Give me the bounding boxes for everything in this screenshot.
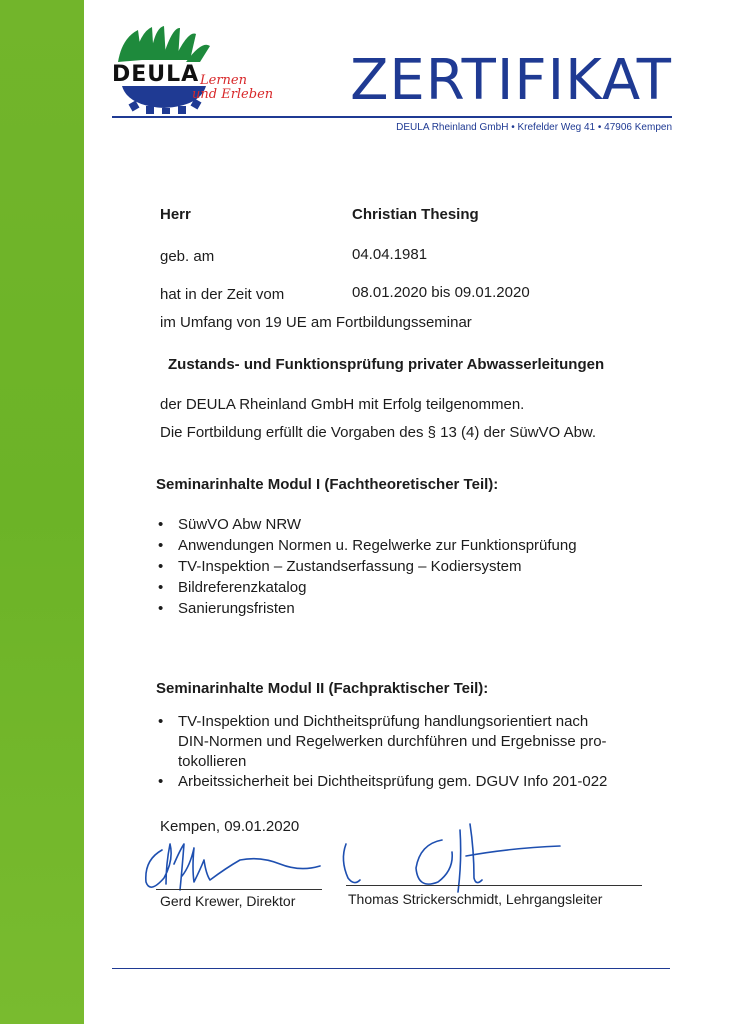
list-item [156,556,577,577]
signature-line-director [156,889,322,890]
list-item [156,514,577,535]
issuer-address: DEULA Rheinland GmbH • Krefelder Weg 41 • 47906 Kempen [396,122,672,133]
list-item-line: tokollieren [178,753,247,770]
salutation: Herr [160,206,191,223]
list-item [156,772,686,792]
bullet-icon: • [158,713,164,730]
birth-date-label: geb. am [160,248,215,265]
module-1-heading: Seminarinhalte Modul I (Fachtheoretischer Teil): [156,476,499,493]
list-item [156,712,686,772]
module-2-list [156,712,686,792]
period-value: 08.01.2020 bis 09.01.2020 [352,284,530,301]
deula-logo [108,24,278,114]
list-item [156,577,577,598]
signature-line-course-leader [346,885,642,886]
regulation-statement: Die Fortbildung erfüllt die Vorgaben des § 13 (4) der SüwVO Abw. [160,424,597,441]
list-item-line: Arbeitssicherheit bei Dichtheitsprüfung gem. DGUV Info 201-022 [178,773,608,790]
footer-divider [112,968,670,969]
seminar-title: Zustands- und Funktionsprüfung privater Abwasserleitungen [168,356,605,373]
participation-statement: der DEULA Rheinland GmbH mit Erfolg teilgenommen. [160,396,525,413]
seminar-scope: im Umfang von 19 UE am Fortbildungsseminar [160,314,472,331]
bullet-icon: • [158,600,164,617]
list-item-text: SüwVO Abw NRW [178,516,302,533]
list-item [156,598,577,619]
slogan-line-2: und Erleben [192,87,274,102]
period-label: hat in der Zeit vom [160,286,285,303]
bullet-icon: • [158,516,164,533]
list-item-text: Sanierungsfristen [178,600,295,617]
bullet-icon: • [158,558,164,575]
list-item-text: TV-Inspektion – Zustandserfassung – Kodiersystem [178,558,522,575]
signature-course-leader [416,824,560,892]
bullet-icon: • [158,537,164,554]
header-divider [112,116,672,118]
list-item-line: TV-Inspektion und Dichtheitsprüfung handlungsorientiert nach [178,713,589,730]
recipient-name: Christian Thesing [352,206,479,223]
module-1-list [156,514,577,619]
certificate-title: ZERTIFIKAT [350,48,672,113]
logo-wordmark: DEULA [112,62,200,87]
bullet-icon: • [158,579,164,596]
slogan-line-1: Lernen [200,73,247,88]
signature-director [146,844,320,890]
green-side-bar [0,0,84,1024]
signer-director: Gerd Krewer, Direktor [160,893,296,909]
module-2-heading: Seminarinhalte Modul II (Fachpraktischer Teil): [156,680,489,697]
list-item [156,535,577,556]
list-item-text: Anwendungen Normen u. Regelwerke zur Funktionsprüfung [178,537,577,554]
list-item-line: DIN-Normen und Regelwerken durchführen und Ergebnisse pro- [178,733,607,750]
signer-course-leader: Thomas Strickerschmidt, Lehrgangsleiter [348,891,603,907]
bullet-icon: • [158,773,164,790]
place-and-date: Kempen, 09.01.2020 [160,818,300,835]
birth-date-value: 04.04.1981 [352,246,428,263]
list-item-text: Bildreferenzkatalog [178,579,307,596]
